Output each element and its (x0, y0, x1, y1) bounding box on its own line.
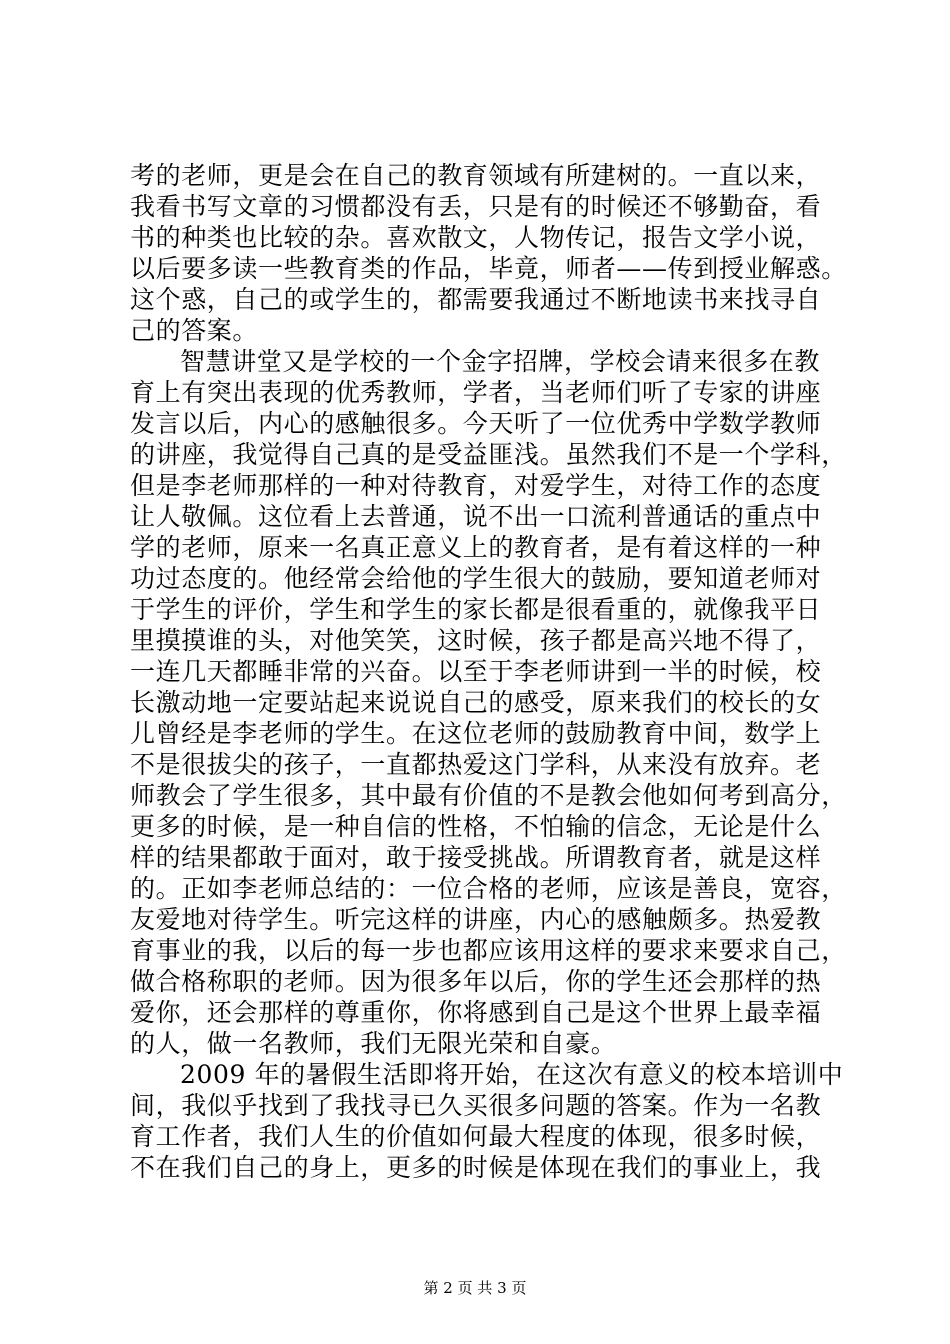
text-line: 不在我们自己的身上，更多的时候是体现在我们的事业上，我 (130, 1153, 822, 1182)
text-line: 学的老师，原来一名真正意义上的教育者，是有着这样的一种 (130, 533, 822, 562)
text-line: 师教会了学生很多，其中最有价值的不是教会他如何考到高分， (130, 781, 847, 810)
document-body (130, 160, 860, 1183)
text-line: 育工作者，我们人生的价值如何最大程度的体现，很多时候， (130, 1122, 822, 1151)
text-line: 更多的时候，是一种自信的性格，不怕输的信念，无论是什么 (130, 812, 822, 841)
paragraph-start-line: 智慧讲堂又是学校的一个金字招牌，学校会请来很多在教 (180, 347, 821, 376)
text-line: 间，我似乎找到了我找寻已久买很多问题的答案。作为一名教 (130, 1091, 822, 1120)
text-line: 让人敬佩。这位看上去普通，说不出一口流利普通话的重点中 (130, 502, 822, 531)
text-line: 一连几天都睡非常的兴奋。以至于李老师讲到一半的时候，校 (130, 657, 822, 686)
page-number-footer: 第 2 页 共 3 页 (423, 1279, 527, 1297)
text-line: 爱你，还会那样的尊重你，你将感到自己是这个世界上最幸福 (130, 998, 822, 1027)
text-line: 育事业的我，以后的每一步也都应该用这样的要求来要求自己， (130, 936, 847, 965)
text-line: 不是很拔尖的孩子，一直都热爱这门学科，从来没有放弃。老 (130, 750, 822, 779)
paragraph-start-line: 2009 年的暑假生活即将开始，在这次有意义的校本培训中 (180, 1060, 844, 1089)
text-line: 这个惑，自己的或学生的，都需要我通过不断地读书来找寻自 (130, 285, 822, 314)
text-line: 的。正如李老师总结的：一位合格的老师，应该是善良，宽容， (130, 874, 847, 903)
text-line: 己的答案。 (130, 316, 259, 345)
text-line: 于学生的评价，学生和学生的家长都是很看重的，就像我平日 (130, 595, 822, 624)
text-line: 发言以后，内心的感触很多。今天听了一位优秀中学数学教师 (130, 409, 822, 438)
text-line: 友爱地对待学生。听完这样的讲座，内心的感触颇多。热爱教 (130, 905, 822, 934)
text-line: 书的种类也比较的杂。喜欢散文，人物传记，报告文学小说， (130, 223, 822, 252)
text-line: 长激动地一定要站起来说说自己的感受，原来我们的校长的女 (130, 688, 822, 717)
text-line: 的人，做一名教师，我们无限光荣和自豪。 (130, 1029, 617, 1058)
text-line: 样的结果都敢于面对，敢于接受挑战。所谓教育者，就是这样 (130, 843, 822, 872)
text-line: 我看书写文章的习惯都没有丢，只是有的时候还不够勤奋，看 (130, 192, 822, 221)
text-line: 儿曾经是李老师的学生。在这位老师的鼓励教育中间，数学上 (130, 719, 822, 748)
text-line: 里摸摸谁的头，对他笑笑，这时候，孩子都是高兴地不得了， (130, 626, 822, 655)
text-line: 的讲座，我觉得自己真的是受益匪浅。虽然我们不是一个学科， (130, 440, 847, 469)
text-line: 以后要多读一些教育类的作品，毕竟，师者——传到授业解惑。 (130, 254, 847, 283)
text-line: 做合格称职的老师。因为很多年以后，你的学生还会那样的热 (130, 967, 822, 996)
text-line: 育上有突出表现的优秀教师，学者，当老师们听了专家的讲座 (130, 378, 822, 407)
text-line: 考的老师，更是会在自己的教育领域有所建树的。一直以来， (130, 161, 822, 190)
text-line: 但是李老师那样的一种对待教育，对爱学生，对待工作的态度 (130, 471, 822, 500)
text-line: 功过态度的。他经常会给他的学生很大的鼓励，要知道老师对 (130, 564, 822, 593)
